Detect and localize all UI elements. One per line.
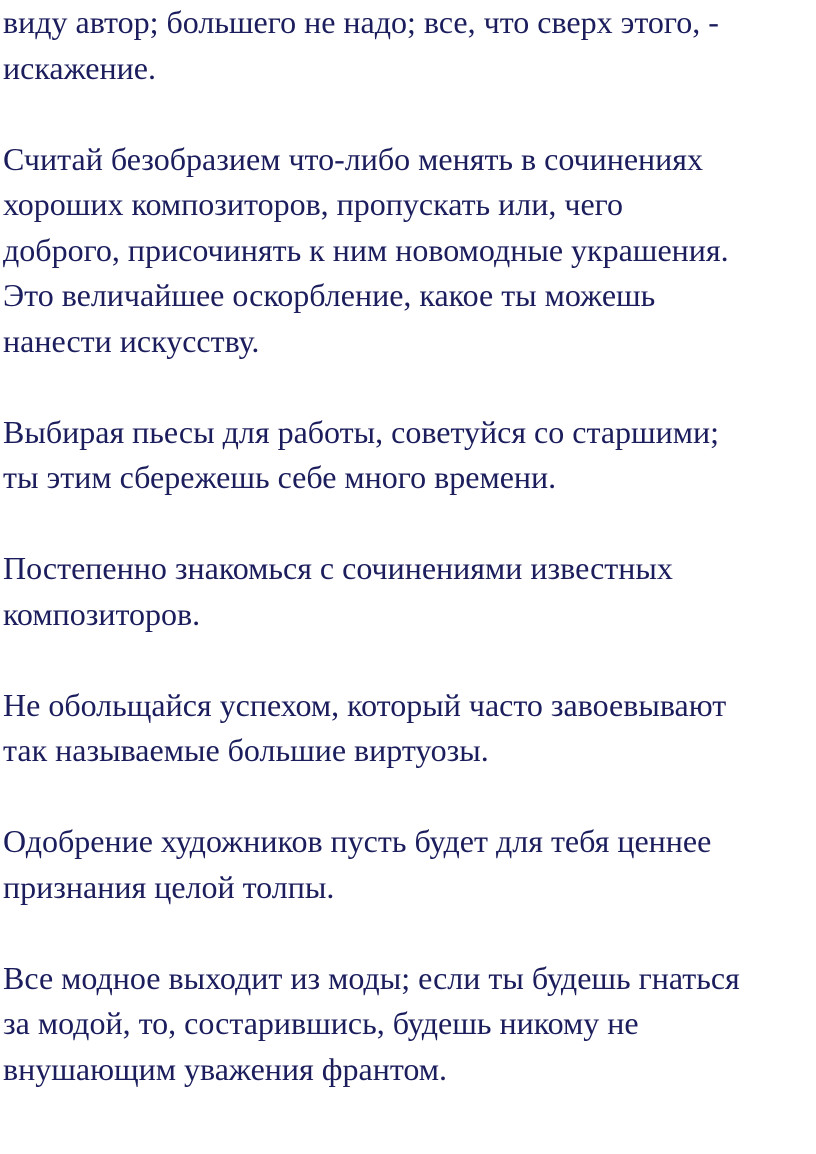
paragraph-4 bbox=[3, 546, 815, 637]
paragraph-2 bbox=[3, 137, 815, 365]
text-line: нанести искусству. bbox=[3, 322, 260, 359]
text-line: виду автор; большего не надо; все, что сверх этого, - bbox=[3, 4, 719, 40]
text-line: Выбирая пьесы для работы, советуйся со старшими; bbox=[3, 413, 720, 450]
paragraph-3 bbox=[3, 410, 815, 501]
paragraph-1 bbox=[3, 0, 815, 91]
text-line: искажение. bbox=[3, 49, 156, 86]
text-line: признания целой толпы. bbox=[3, 868, 335, 905]
paragraph-5 bbox=[3, 683, 815, 774]
text-line: Постепенно знакомься с сочинениями известных bbox=[3, 550, 673, 586]
text-line: внушающим уважения франтом. bbox=[3, 1050, 448, 1087]
text-line: ты этим сбережешь себе много времени. bbox=[3, 459, 557, 495]
text-line: Одобрение художников пусть будет для тебя ценнее bbox=[3, 823, 712, 859]
paragraph-7 bbox=[3, 956, 815, 1093]
text-line: за модой, то, состарившись, будешь никому не bbox=[3, 1005, 639, 1041]
document-page bbox=[3, 0, 815, 1138]
text-line: Не обольщайся успехом, который часто завоевывают bbox=[3, 686, 727, 723]
text-line: так называемые большие виртуозы. bbox=[3, 732, 489, 768]
text-line: доброго, присочинять к ним новомодные украшения. bbox=[3, 231, 729, 268]
text-line: Это величайшее оскорбление, какое ты можешь bbox=[3, 277, 656, 313]
paragraph-6 bbox=[3, 819, 815, 910]
text-line: Все модное выходит из моды; если ты будешь гнаться bbox=[3, 959, 740, 996]
text-line: хороших композиторов, пропускать или, чего bbox=[3, 186, 623, 222]
text-line: композиторов. bbox=[3, 595, 201, 632]
text-line: Считай безобразием что-либо менять в сочинениях bbox=[3, 140, 704, 177]
